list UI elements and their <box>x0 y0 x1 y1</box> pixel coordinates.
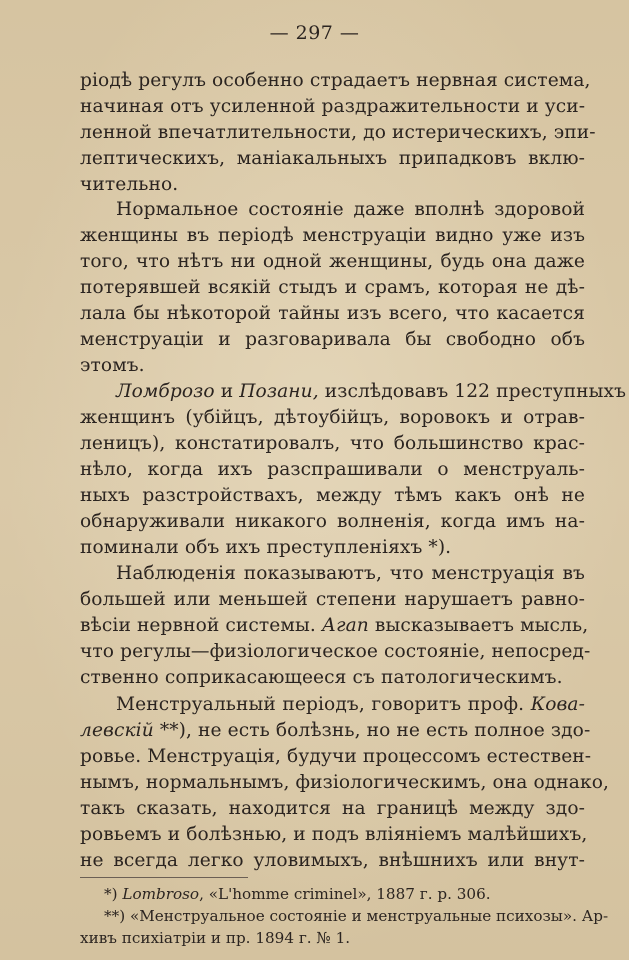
text-line: ровьемъ и болѣзнью, и подъ вліяніемъ малѣйшихъ, <box>80 824 588 845</box>
author-name: Кова- <box>530 694 585 715</box>
text-line: чительно. <box>80 174 179 195</box>
text-line: женщинъ (убійцъ, дѣтоубійцъ, воровокъ и отрав- <box>80 407 585 428</box>
text-line: того, что нѣтъ ни одной женщины, будь она даже <box>80 251 585 272</box>
text-line: ленной впечатлительности, до истерическихъ, эпи- <box>80 122 596 143</box>
footnote-2-line: хивъ психіатріи и пр. 1894 г. № 1. <box>80 929 351 947</box>
text-line: леницъ), констатировалъ, что большинство крас- <box>80 433 585 454</box>
text-line: нымъ, нормальнымъ, физіологическимъ, она однако, <box>80 772 610 793</box>
text-line: лептическихъ, маніакальныхъ припадковъ вклю- <box>80 148 585 169</box>
inline-text: Менструальный періодъ, говоритъ проф. <box>116 694 531 715</box>
text-line: менструаціи и разговаривала бы свободно объ <box>80 329 585 350</box>
text-line: что регулы—физіологическое состояніе, непосред- <box>80 641 591 662</box>
text-line: лала бы нѣкоторой тайны изъ всего, что касается <box>80 303 585 324</box>
author-name: Позани, <box>239 381 319 402</box>
text-line: потерявшей всякій стыдъ и срамъ, которая не дѣ- <box>80 277 585 298</box>
inline-text: изслѣдовавъ 122 преступныхъ <box>318 381 627 402</box>
text-line: поминали объ ихъ преступленіяхъ *). <box>80 537 452 558</box>
footnote-mark: *) <box>104 885 123 903</box>
text-line: Нормальное состояніе даже вполнѣ здоровой <box>116 199 585 220</box>
text-line: ственно соприкасающееся съ патологическимъ. <box>80 667 563 688</box>
text-line: Наблюденія показываютъ, что менструація въ <box>116 563 585 584</box>
author-name: Агап <box>321 615 369 636</box>
inline-text: высказываетъ мысль, <box>368 615 589 636</box>
page-number: — 297 — <box>269 22 360 44</box>
text-line <box>80 718 591 744</box>
text-line: начиная отъ усиленной раздражительности и уси- <box>80 96 586 117</box>
inline-text: **), не есть болѣзнь, но не есть полное здо- <box>153 720 591 741</box>
author-name: левскій <box>80 720 154 741</box>
text-line: большей или меньшей степени нарушаетъ равно- <box>80 589 585 610</box>
text-line <box>116 379 627 405</box>
footnote-1 <box>104 884 585 904</box>
inline-text: вѣсіи нервной системы. <box>80 615 322 636</box>
text-line <box>80 613 589 639</box>
text-line: обнаруживали никакого волненія, когда имъ на- <box>80 511 585 532</box>
text-line: ныхъ разстройствахъ, между тѣмъ какъ онѣ не <box>80 485 585 506</box>
text-line: такъ сказать, находится на границѣ между здо- <box>80 798 585 819</box>
footnote-2-line: **) «Менструальное состояніе и менструальные психозы». Ар- <box>104 907 609 925</box>
text-line: нѣло, когда ихъ разспрашивали о менструаль- <box>80 459 585 480</box>
text-line: не всегда легко уловимыхъ, внѣшнихъ или внут- <box>80 850 585 871</box>
text-line: ровье. Менструація, будучи процессомъ естествен- <box>80 746 592 767</box>
author-name: Ломброзо <box>116 381 215 402</box>
footnote-text: , «L'homme criminel», 1887 г. р. 306. <box>199 885 491 903</box>
text-line: ріодѣ регулъ особенно страдаетъ нервная система, <box>80 70 591 91</box>
footnote-divider <box>80 877 248 878</box>
text-line: женщины въ періодѣ менструаціи видно уже изъ <box>80 225 585 246</box>
text-line <box>116 692 585 718</box>
inline-text: и <box>214 381 240 402</box>
footnote-author: Lombroso <box>122 885 200 903</box>
text-line: этомъ. <box>80 355 145 376</box>
